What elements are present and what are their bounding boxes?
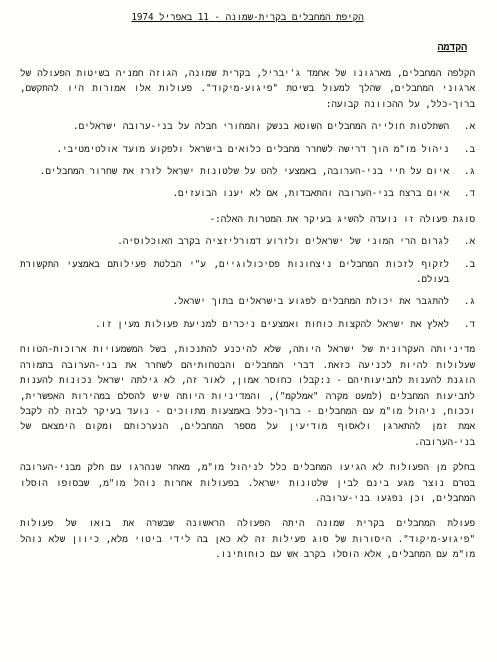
- list-item: [20, 294, 475, 309]
- list-item-text: איום על חיי בני-הערובה, באמצעי להט על שלטונות ישראל לזרז את שחרור המחבלים.: [39, 166, 449, 178]
- list-item: [20, 119, 475, 134]
- negotiation-text: בחלק מן הפעולות לא הגיעו המחבלים כלל לניהול מו"מ, מאחר שנהרגו עם חלק מבני-הערובה בטרם נוצר מגע בינם לבין שלטונות ישראל. בפעולות אחרות נוהל מו"מ, שבסופו הוסלו המחבלים, וכן נפגעו בני-ערובה.: [20, 462, 475, 504]
- list-item-number: א.: [463, 121, 475, 133]
- list-item-text: איום ברצח בני-הערובה והתאבדות, אם לא יענו הבועזים.: [172, 188, 449, 200]
- intro-paragraph: [20, 66, 475, 112]
- list-item-number: ד.: [463, 188, 475, 200]
- list-item-number: א.: [463, 236, 475, 248]
- list-item-text: לזקוף לזכות המחבלים ניצחונות פסיכולוגיים, ע"י הבלטת פעילותם באמצעי התקשורת בעולם.: [20, 258, 449, 286]
- list-item: [20, 164, 475, 179]
- section-title: הקדמה: [437, 42, 467, 53]
- list-item: [20, 317, 475, 332]
- goals-list-a: [20, 119, 475, 202]
- kiryat-shmona-text: פעולת המחבלים בקרית שמונה היתה הפעולה הראשונה שבשרה את בואו של פעולות "פיגוע-מיקוד". היסורות של סוג פעילות זה לא כאן בה לידי ביטוי מלא, כיוון שלא נוהל מו"מ עם המחבלים, אלא הוסלו בקרב אש עם כוחותינו.: [20, 518, 475, 561]
- list-item-text: להתגבר את יכולת המחבלים לפגוע בישראלים בתוך ישראל.: [172, 296, 449, 308]
- goals-intro: [20, 212, 475, 227]
- negotiation-paragraph: [20, 460, 475, 506]
- list-item: [20, 234, 475, 249]
- goals-list-b: [20, 234, 475, 332]
- intro-text: הקלפה המחבלים, מארגונו של אחמד ג'יבריל, בקרית שמונה, הגוזה חמניה בשיטות הפעולה של ארגוני המחבלים, שהלך למעול בשיטת "פיגוע-מיקוד". פעולות אלו אמורות היו להתקשם, ברוך-כלל, על ההכוונה קבועה:: [20, 68, 475, 110]
- list-item-number: ב.: [463, 258, 475, 270]
- policy-paragraph: [20, 342, 475, 450]
- list-item-text: לגרום הרי המוני של ישראלים ולזרוע דמורליזציה בקרב האוכלוסיה.: [117, 236, 449, 248]
- document-header: הקיפת המחבלים בקרית-שמונה - 11 באפריל 1974: [131, 12, 364, 23]
- list-item-text: לאלץ את ישראל להקצות כוחות ואמצעים ניכרים למניעת פעולות מעין זו.: [95, 318, 449, 330]
- list-item-text: ניהול מו"מ הוך דרישה לשחרר מחבלים כלואים בישראל ולפקוע מועד אולטימטיבי.: [56, 143, 449, 155]
- list-item: [20, 257, 475, 288]
- list-item-number: ד.: [463, 318, 475, 330]
- list-item: [20, 142, 475, 157]
- kiryat-shmona-paragraph: [20, 516, 475, 562]
- list-item: [20, 186, 475, 201]
- list-item-number: ב.: [463, 143, 475, 155]
- list-item-number: ג.: [463, 166, 475, 178]
- goals-intro-text: סוגת פעולה זו נועדה להשיג בעיקר את המטרות האלה:-: [209, 213, 475, 225]
- policy-text: מדיניותה העקרונית של ישראל היותה, שלא להיכנע להתנכות, בשל המשמעויות ארוכות-הטווח שעלולות להיות לכניעה כזאת. דברי המחבלים והבטחותיהם לשחרר את בני-הערובה בתמורה הוגנת להענות לתביעותיהם - נ:קבלו כחוסר אמון, לאור זה, לא גילתה ישראל נכונות להענות לתביעות המחבלים (למעט מקרה "אמלקמ"), והמדיניות היותה שיש להסלם במהירות האפשרית, וככוח, ניהול מו"מ עם המחבלים - ברוך-כלל באמצעות מתווכים - נועד בעיקר לבזה לה לקבל אמת זמן להתארגן ולאסוף מודיעין על מספר המחבלים, הנערכותם ומקום הימצאם של בני-הערובה.: [20, 344, 475, 448]
- list-item-number: ג.: [463, 296, 475, 308]
- list-item-text: השתלטות חולייה המחבלים השוטא בנשק והמחורי חבלה על בני-ערובה ישראלים.: [73, 121, 449, 133]
